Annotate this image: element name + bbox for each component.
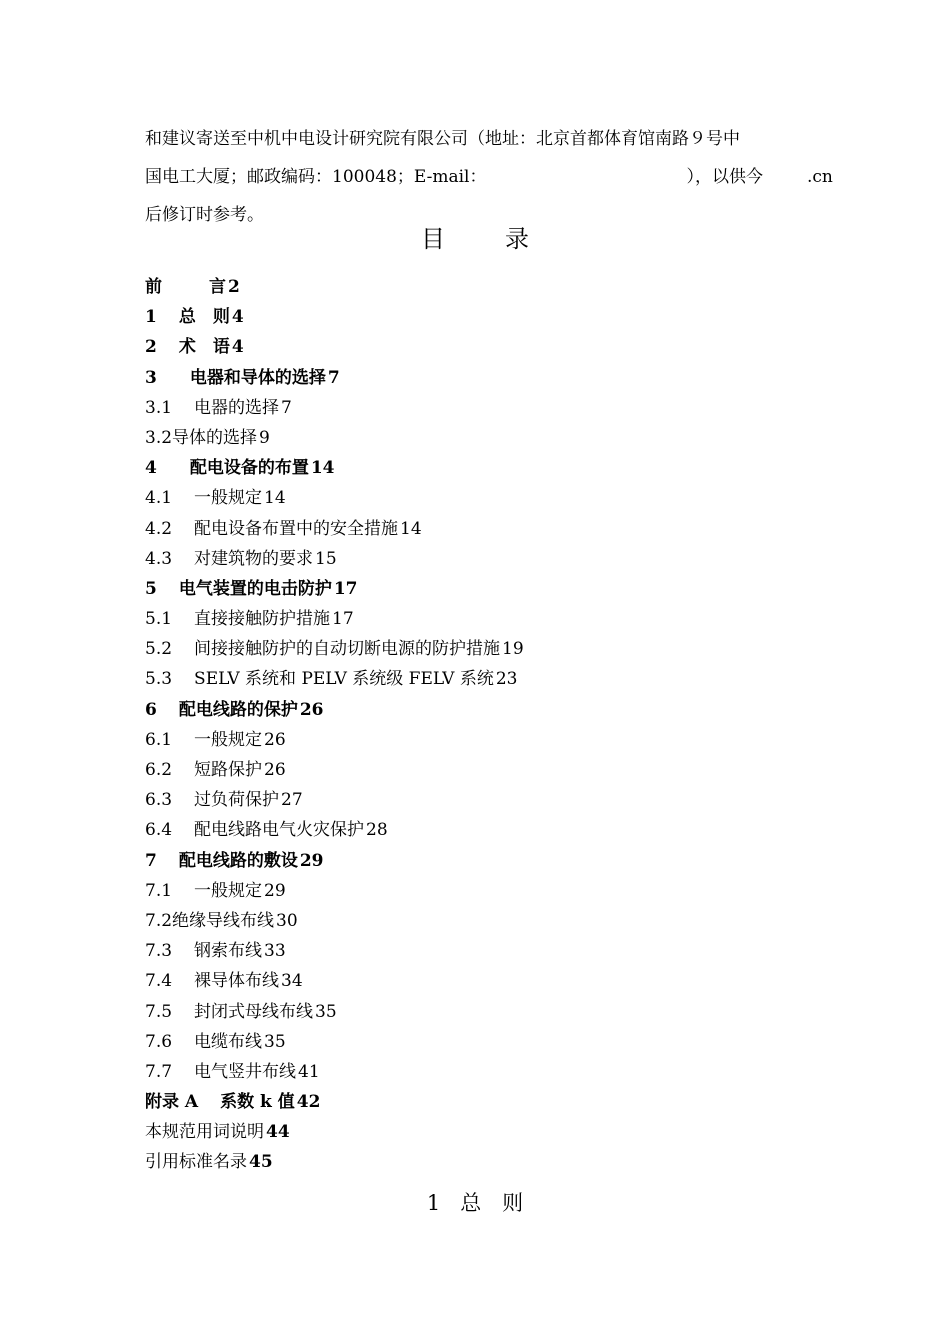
toc-entry-number: 附录 A bbox=[145, 1092, 199, 1113]
toc-entry-page: 14 bbox=[310, 458, 335, 479]
toc-entry-number: 4.1 bbox=[145, 488, 173, 509]
toc-entry[interactable] bbox=[145, 604, 845, 634]
toc-entry-page: 14 bbox=[400, 518, 422, 539]
toc-entry[interactable] bbox=[145, 966, 845, 996]
toc-entry-page: 28 bbox=[366, 820, 388, 841]
toc-entry-number: 2 bbox=[145, 337, 157, 358]
toc-entry[interactable] bbox=[145, 483, 845, 513]
toc-entry-label: 间接接触防护的自动切断电源的防护措施 bbox=[194, 639, 501, 660]
toc-entry[interactable] bbox=[145, 1027, 845, 1057]
toc-entry-label: 直接接触防护措施 bbox=[194, 609, 331, 630]
toc-entry-label: 配电线路的敷设 bbox=[178, 850, 298, 871]
toc-entry-page: 34 bbox=[281, 971, 303, 992]
toc-entry[interactable] bbox=[145, 785, 845, 815]
toc-entry-label: 引用标准名录 bbox=[145, 1152, 247, 1173]
toc-entry-page: 30 bbox=[276, 910, 298, 931]
toc-entry[interactable] bbox=[145, 1057, 845, 1087]
intro-line-3: 后修订时参考。 bbox=[145, 205, 264, 225]
toc-entry-page: 9 bbox=[259, 427, 270, 448]
toc-entry-label: 配电设备布置中的安全措施 bbox=[194, 518, 399, 539]
toc-entry-label: 配电线路电气火灾保护 bbox=[194, 820, 365, 841]
toc-entry-number: 7.1 bbox=[145, 880, 173, 901]
toc-entry-page: 17 bbox=[332, 609, 354, 630]
toc-entry-page: 42 bbox=[296, 1092, 321, 1113]
toc-entry-label: 电缆布线 bbox=[194, 1031, 263, 1052]
toc-entry[interactable] bbox=[145, 302, 845, 332]
toc-entry-page: 7 bbox=[281, 397, 292, 418]
toc-entry-label: 电气竖井布线 bbox=[194, 1061, 297, 1082]
toc-entry-page: 26 bbox=[264, 760, 286, 780]
toc-entry[interactable] bbox=[145, 664, 845, 694]
toc-entry-label: 钢索布线 bbox=[194, 941, 263, 962]
toc-entry-label: 系数 k 值 bbox=[220, 1092, 295, 1113]
toc-entry-number: 5 bbox=[145, 578, 157, 599]
toc-entry-label: 短路保护 bbox=[194, 760, 263, 780]
toc-entry-number: 7.2 bbox=[145, 910, 173, 931]
toc-entry[interactable] bbox=[145, 544, 845, 574]
section-heading bbox=[0, 1186, 950, 1220]
toc-entry-page: 45 bbox=[249, 1152, 273, 1173]
toc-entry-number: 6.3 bbox=[145, 790, 173, 811]
toc-entry[interactable] bbox=[145, 423, 845, 453]
toc-entry[interactable] bbox=[145, 815, 845, 845]
toc-entry-number: 7.6 bbox=[145, 1031, 173, 1052]
toc-entry-page: 14 bbox=[264, 488, 286, 509]
toc-entry[interactable] bbox=[145, 876, 845, 906]
toc-entry-number: 前 bbox=[145, 277, 162, 297]
toc-entry-number: 6.2 bbox=[145, 760, 173, 780]
toc-entry-label: 配电线路的保护 bbox=[178, 699, 298, 720]
toc-entry-label: 裸导体布线 bbox=[194, 971, 280, 992]
toc-entry-number: 5.3 bbox=[145, 669, 173, 690]
toc-entry-label: 一般规定 bbox=[194, 488, 263, 509]
toc-entry-number: 6 bbox=[145, 699, 157, 720]
toc-entry-label: SELV 系统和 PELV 系统级 FELV 系统 bbox=[194, 669, 494, 690]
intro-paragraph bbox=[145, 120, 905, 234]
toc-entry-number: 3.2 bbox=[145, 427, 173, 448]
toc-entry-page: 15 bbox=[315, 548, 337, 569]
toc-entry-number: 1 bbox=[145, 307, 157, 328]
toc-entry[interactable] bbox=[145, 272, 845, 302]
toc-entry-page: 44 bbox=[266, 1122, 290, 1143]
toc-entry-number: 6.4 bbox=[145, 820, 173, 841]
intro-line-2 bbox=[145, 158, 905, 196]
toc-entry-label: 一般规定 bbox=[194, 880, 263, 901]
toc-entry[interactable] bbox=[145, 453, 845, 483]
toc-entry[interactable] bbox=[145, 936, 845, 966]
table-of-contents bbox=[145, 272, 845, 1178]
intro-line-2-middle: ），以供今 bbox=[686, 167, 763, 187]
toc-entry-page: 33 bbox=[264, 941, 286, 962]
toc-entry-label: 配电设备的布置 bbox=[189, 458, 309, 479]
toc-entry[interactable] bbox=[145, 1117, 845, 1147]
toc-entry-label: 一般规定 bbox=[194, 729, 263, 750]
section-number: 1 bbox=[426, 1191, 441, 1215]
toc-title: 目 录 bbox=[421, 225, 547, 253]
toc-entry[interactable] bbox=[145, 574, 845, 604]
toc-entry[interactable] bbox=[145, 363, 845, 393]
toc-entry[interactable] bbox=[145, 514, 845, 544]
toc-entry-page: 27 bbox=[281, 790, 303, 811]
toc-entry-number: 4.2 bbox=[145, 518, 173, 539]
toc-entry-number: 5.2 bbox=[145, 639, 173, 660]
toc-entry-page: 4 bbox=[231, 337, 244, 358]
toc-entry-label: 过负荷保护 bbox=[194, 790, 280, 811]
intro-line-2-start: 国电工大厦；邮政编码：100048；E-mail： bbox=[145, 167, 487, 187]
toc-entry-label: 电器和导体的选择 bbox=[189, 367, 326, 388]
toc-entry-page: 41 bbox=[298, 1061, 320, 1082]
toc-entry-number: 7 bbox=[145, 850, 157, 871]
toc-entry-number: 7.7 bbox=[145, 1061, 173, 1082]
toc-entry-page: 35 bbox=[315, 1001, 337, 1022]
toc-entry-label: 对建筑物的要求 bbox=[194, 548, 314, 569]
toc-entry-label: 总 则 bbox=[178, 307, 230, 328]
toc-entry-label: 电气装置的电击防护 bbox=[178, 578, 332, 599]
toc-entry-page: 35 bbox=[264, 1031, 286, 1052]
toc-entry-label: 导体的选择 bbox=[172, 427, 258, 448]
toc-entry-number: 4 bbox=[145, 458, 157, 479]
toc-entry-label: 封闭式母线布线 bbox=[194, 1001, 314, 1022]
toc-entry[interactable] bbox=[145, 695, 845, 725]
toc-entry-label: 绝缘导线布线 bbox=[172, 910, 275, 931]
toc-entry-page: 7 bbox=[327, 367, 340, 388]
toc-entry-number: 5.1 bbox=[145, 609, 173, 630]
toc-entry[interactable] bbox=[145, 906, 845, 936]
toc-entry-number: 7.5 bbox=[145, 1001, 173, 1022]
toc-entry-number: 4.3 bbox=[145, 548, 173, 569]
toc-entry-page: 2 bbox=[228, 277, 240, 297]
toc-entry[interactable] bbox=[145, 332, 845, 362]
toc-entry[interactable] bbox=[145, 725, 845, 755]
toc-entry[interactable] bbox=[145, 997, 845, 1027]
toc-entry-page: 26 bbox=[299, 699, 324, 720]
intro-line-1: 和建议寄送至中机中电设计研究院有限公司（地址：北京首都体育馆南路９号中 bbox=[145, 129, 740, 149]
toc-entry-label: 术 语 bbox=[178, 337, 230, 358]
toc-entry-number: 3 bbox=[145, 367, 157, 388]
toc-entry-page: 29 bbox=[299, 850, 324, 871]
toc-entry[interactable] bbox=[145, 1087, 845, 1117]
toc-entry[interactable] bbox=[145, 1147, 845, 1177]
toc-entry-page: 26 bbox=[264, 729, 286, 750]
toc-entry-page: 19 bbox=[502, 639, 524, 660]
toc-entry-label: 言 bbox=[209, 277, 226, 297]
toc-entry-label: 本规范用词说明 bbox=[145, 1122, 264, 1143]
toc-entry-page: 23 bbox=[495, 669, 518, 690]
toc-entry-page: 17 bbox=[333, 578, 358, 599]
section-title-text: 总 则 bbox=[460, 1191, 524, 1215]
toc-entry-number: 7.3 bbox=[145, 941, 173, 962]
toc-entry-number: 7.4 bbox=[145, 971, 173, 992]
toc-entry-label: 电器的选择 bbox=[194, 397, 280, 418]
toc-entry[interactable] bbox=[145, 393, 845, 423]
toc-entry-number: 3.1 bbox=[145, 397, 173, 418]
intro-line-2-end: .cn bbox=[807, 167, 833, 187]
toc-entry-page: 29 bbox=[264, 880, 286, 901]
toc-entry-page: 4 bbox=[231, 307, 244, 328]
toc-entry[interactable] bbox=[145, 846, 845, 876]
toc-entry[interactable] bbox=[145, 634, 845, 664]
toc-entry[interactable] bbox=[145, 755, 845, 785]
toc-entry-number: 6.1 bbox=[145, 729, 173, 750]
